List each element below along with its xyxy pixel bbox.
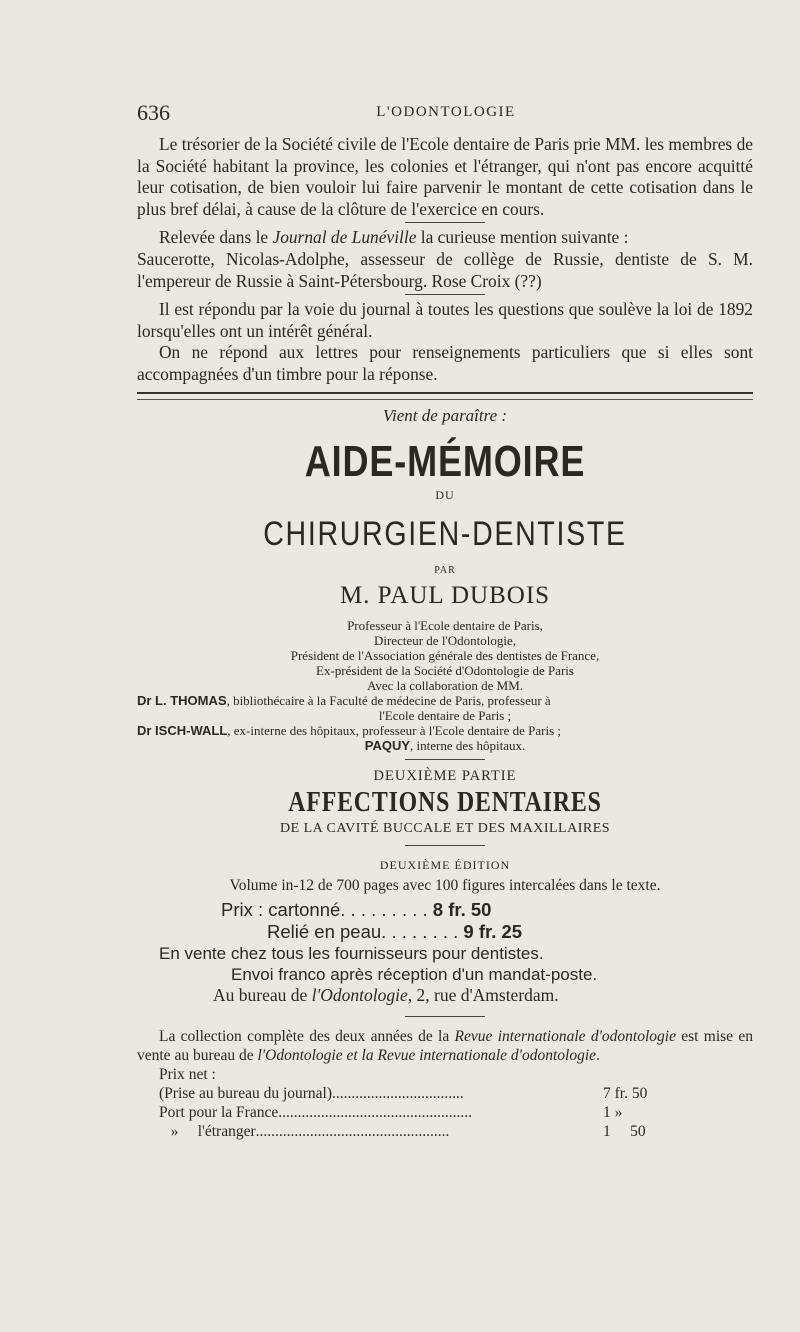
collection-paragraph (137, 1027, 753, 1065)
ad-volume: Volume in-12 de 700 pages avec 100 figures intercalées dans le texte. (229, 876, 661, 894)
ad-vient: Vient de paraître : (382, 405, 508, 425)
price-row-dots: .................................. (332, 1084, 464, 1102)
collaborator-desc: , ex-interne des hôpitaux, professeur à l'Ecole dentaire de Paris ; (227, 722, 562, 738)
credit-line: Avec la collaboration de MM. (366, 677, 524, 693)
collection-end: . (596, 1046, 600, 1064)
running-title: L'ODONTOLOGIE (376, 104, 516, 120)
page-header (137, 100, 755, 126)
collection-title: Revue internationale d'odontologie (454, 1027, 676, 1045)
price-row-dots: .................................................. (278, 1103, 472, 1121)
separator-rule (405, 759, 485, 760)
ad-author: M. PAUL DUBOIS (339, 581, 551, 609)
price-value: 8 fr. 50 (432, 898, 492, 920)
collaborator-thomas-cont: l'Ecole dentaire de Paris ; (378, 707, 512, 723)
vente-fournisseurs: En vente chez tous les fournisseurs pour dentistes. (159, 943, 544, 963)
notice-quote: Saucerotte, Nicolas-Adolphe, assesseur de collège de Russie, dentiste de S. M. l'empereur de Russie à Saint-Pétersbourg. Rose Croix (??) (137, 248, 753, 291)
separator-rule (405, 1016, 485, 1017)
collaborator-isch-wall (137, 723, 753, 738)
vente-bureau-lead: Au bureau de (213, 984, 312, 1005)
collaborator-desc: , bibliothécaire à la Faculté de médecine de Paris, professeur à (226, 692, 551, 708)
collection-journals: l'Odontologie et la Revue internationale d'odontologie (257, 1046, 597, 1064)
separator-rule (405, 222, 485, 223)
price-row-label: Port pour la France (159, 1103, 279, 1121)
vente-bureau (137, 985, 753, 1006)
collaborator-name: Dr ISCH-WALL (137, 722, 228, 738)
ad-partie: DEUXIÈME PARTIE (373, 767, 517, 784)
collaborator-name: PAQUY (364, 737, 411, 753)
price-row (137, 1122, 703, 1141)
prix-net-label: Prix net : (159, 1065, 216, 1083)
price-row-amount: 1 50 (603, 1122, 646, 1140)
price-relie (137, 921, 753, 943)
notice-letters: On ne répond aux lettres pour renseignements particuliers que si elles sont accompagnées d'un timbre pour la réponse. (137, 342, 753, 384)
ad-par: PAR (434, 564, 456, 576)
credit-line: Ex-président de la Société d'Odontologie de Paris (316, 662, 574, 678)
notice-questions: Il est répondu par la voie du journal à toutes les questions que soulève la loi de 1892 lorsqu'elles ont un intérêt général. (137, 299, 753, 341)
price-label: Prix : cartonné. . . . . . . . . (221, 898, 428, 920)
price-label: Relié en peau. . . . . . . . (267, 920, 459, 942)
notice-treasurer: Le trésorier de la Société civile de l'Ecole dentaire de Paris prie MM. les membres de la Société habitant la province, les colonies et l'étranger, qui n'ont pas encore acquitté leur cotisation, de bien vouloir lui faire parvenir le montant de cette cotisation dans le plus bref délai, à cause de la clôture de l'exercice en cours. (137, 134, 753, 219)
ad-title-affections: AFFECTIONS DENTAIRES (288, 786, 602, 818)
price-row-dots: .................................................. (255, 1122, 450, 1140)
price-row (137, 1084, 703, 1103)
ad-du: DU (435, 487, 455, 502)
collaborator-name: Dr L. THOMAS (137, 692, 227, 708)
ad-title-chirurgien: CHIRURGIEN-DENTISTE (263, 514, 627, 553)
price-row (137, 1103, 703, 1122)
price-row-amount: 1 » (603, 1103, 623, 1121)
double-rule (137, 392, 753, 400)
separator-rule (405, 845, 485, 846)
collaborator-thomas (137, 693, 753, 708)
price-value: 9 fr. 25 (463, 920, 523, 942)
page-number: 636 (137, 100, 170, 125)
credit-line: Président de l'Association générale des dentistes de France, (290, 647, 600, 663)
collection-lead: La collection complète des deux années de la (159, 1027, 455, 1045)
price-row-amount: 7 fr. 50 (603, 1084, 648, 1102)
collaborator-paquy (137, 738, 753, 753)
notice-journal-tail: la curieuse mention suivante : (416, 227, 629, 248)
ad-title-aide-memoire: AIDE-MÉMOIRE (304, 436, 586, 486)
price-row-label: (Prise au bureau du journal) (159, 1084, 333, 1102)
notice-journal-mention (137, 227, 753, 249)
vente-bureau-tail: , 2, rue d'Amsterdam. (407, 984, 559, 1005)
ad-subtitle: DE LA CAVITÉ BUCCALE ET DES MAXILLAIRES (279, 820, 611, 836)
credit-line: Directeur de l'Odontologie, (373, 632, 517, 648)
page-body (137, 134, 753, 1141)
collection-mid: est mise en vente au bureau de (137, 1027, 754, 1064)
price-cartonne (137, 899, 753, 921)
collaborator-desc: , interne des hôpitaux. (410, 737, 526, 753)
credit-line: Professeur à l'Ecole dentaire de Paris, (347, 617, 543, 633)
price-row-label: » l'étranger (159, 1122, 256, 1140)
ad-edition: DEUXIÈME ÉDITION (379, 857, 511, 872)
journal-name: Journal de Lunéville (272, 227, 417, 248)
vente-bureau-italic: l'Odontologie (311, 984, 408, 1005)
vente-envoi: Envoi franco après réception d'un mandat-poste. (231, 964, 598, 984)
separator-rule (405, 294, 485, 295)
notice-journal-lead: Relevée dans le (159, 227, 273, 248)
prix-net (137, 1065, 753, 1084)
